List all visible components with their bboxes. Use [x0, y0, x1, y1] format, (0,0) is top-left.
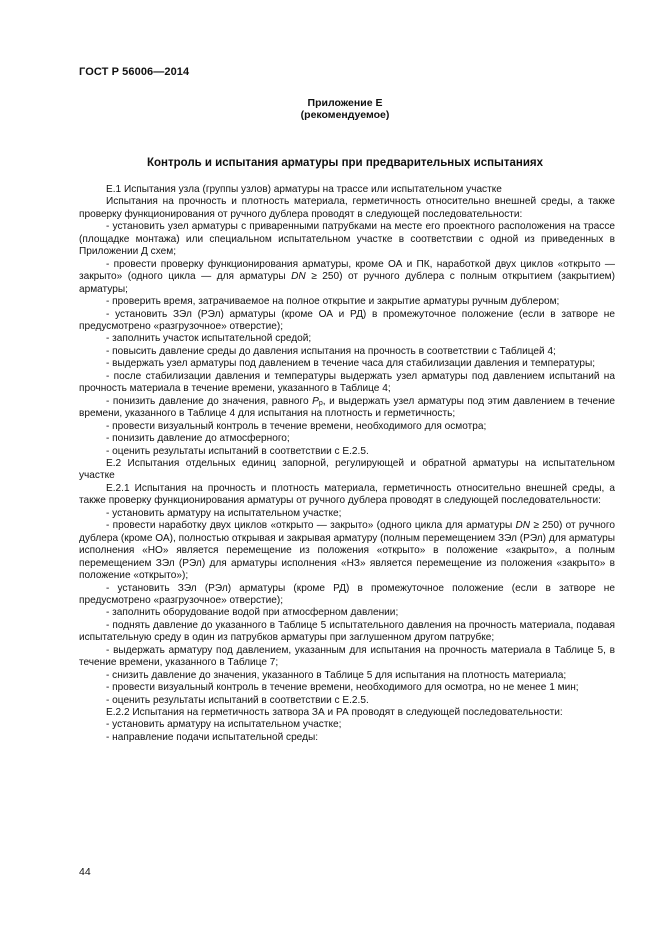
list-item: - установить ЗЭл (РЭл) арматуры (кроме ОА и РД) в промежуточное положение (если в затворе не предусмотрено «разгрузочное» отверстие); — [79, 308, 615, 332]
list-item: - заполнить участок испытательной средой; — [106, 333, 312, 345]
list-item: - провести наработку двух циклов «открыто — закрыто» (одного цикла для арматуры DN ≥ 250) от ручного дублера (кроме ОА), полностью открывая и закрывая арматуру (полным перемещением ЗЭл (РЭл) для арматуры исполнения «НО» является перемещение из положения «открыто» в положение «закрыто», а полным перемещением ЗЭл (РЭл) для арматуры исполнения «НЗ» является перемещение из положения «закрыто» в положение «открыто»); — [79, 520, 615, 582]
list-item: - проверить время, затрачиваемое на полное открытие и закрытие арматуры ручным дублером; — [106, 296, 560, 308]
page-number: 44 — [79, 866, 91, 878]
list-item: - выдержать арматуру под давлением, указанным для испытания на прочность материала в Таблице 5, в течение времени, указанного в Таблице 7; — [79, 644, 615, 669]
list-item: - снизить давление до значения, указанного в Таблице 5 для испытания на плотность материала; — [106, 669, 567, 681]
document-header: ГОСТ Р 56006—2014 — [79, 66, 190, 78]
list-item: - установить ЗЭл (РЭл) арматуры (кроме РД) в промежуточное положение (если в затворе не предусмотрено «разгрузочное» отверстие); — [79, 582, 615, 606]
subsection-heading: Е.2 Испытания отдельных единиц запорной, регулирующей и обратной арматуры на испытательном участке — [79, 457, 615, 482]
dn-symbol: DN — [291, 271, 306, 283]
list-item: - понизить давление до значения, равного $P_р$, и выдержать узел арматуры под этим давлением в течение времени, указанного в Таблице 4 для испытания на плотность и герметичность; — [79, 395, 615, 420]
list-item: - повысить давление среды до давления испытания на прочность в соответствии с Таблицей 4; — [106, 345, 556, 357]
list-item: - понизить давление до атмосферного; — [106, 433, 290, 445]
document-body — [79, 184, 615, 744]
list-item: - провести проверку функционирования арматуры, кроме ОА и ПК, наработкой двух циклов «открыто — закрыто» (одного цикла — для арматуры DN ≥ 250) от ручного дублера с полным открытием (закрытием) арматуры; — [79, 258, 615, 295]
list-item: - установить арматуру на испытательном участке; — [106, 507, 342, 519]
appendix-status: (рекомендуемое) — [300, 109, 390, 121]
section-title: Контроль и испытания арматуры при предварительных испытаниях — [146, 157, 544, 169]
appendix-heading — [0, 97, 661, 121]
list-item: - оценить результаты испытаний в соответствии с Е.2.5. — [106, 445, 369, 457]
paragraph: Е.2.2 Испытания на герметичность затвора ЗА и РА проводят в следующей последовательности: — [106, 707, 563, 719]
list-item: - поднять давление до указанного в Таблице 5 испытательного давления на прочность материала, подавая испытательную среду в один из патрубков арматуры при заглушенном другом патрубке; — [79, 619, 615, 644]
appendix-name: Приложение Е — [307, 97, 383, 109]
list-item: - заполнить оборудование водой при атмосферном давлении; — [106, 607, 399, 619]
list-item: - установить арматуру на испытательном участке; — [106, 719, 342, 731]
paragraph: Е.1 Испытания узла (группы узлов) арматуры на трассе или испытательном участке — [106, 184, 502, 195]
list-item: - оценить результаты испытаний в соответствии с Е.2.5. — [106, 694, 369, 706]
paragraph: Е.2.1 Испытания на прочность и плотность материала, герметичность относительно внешней среды, а также проверку функционирования арматуры от ручного дублера проводят в следующей последовательности: — [79, 482, 615, 507]
dn-symbol: DN — [515, 520, 531, 532]
list-item: - установить узел арматуры с приваренными патрубками на месте его проектного расположения на трассе (площадке монтажа) или специальном испытательном участке в соответствии с одной из приведенных в Приложении Д схем; — [79, 221, 615, 258]
pressure-symbol: P — [312, 395, 319, 407]
list-item: - выдержать узел арматуры под давлением в течение часа для стабилизации давления и температуры; — [106, 358, 596, 370]
list-item: - провести визуальный контроль в течение времени, необходимого для осмотра, но не менее 1 мин; — [106, 682, 579, 694]
list-item: - после стабилизации давления и температуры выдержать узел арматуры под давлением испытаний на прочность материала в течение времени, указанного в Таблице 4; — [79, 370, 615, 395]
list-item: - провести визуальный контроль в течение времени, необходимого для осмотра; — [106, 420, 487, 432]
paragraph: Испытания на прочность и плотность материала, герметичность относительно внешней среды, а также проверку функционирования от ручного дублера проводят в следующей последовательности: — [79, 196, 615, 220]
list-item: - направление подачи испытательной среды: — [106, 731, 319, 743]
